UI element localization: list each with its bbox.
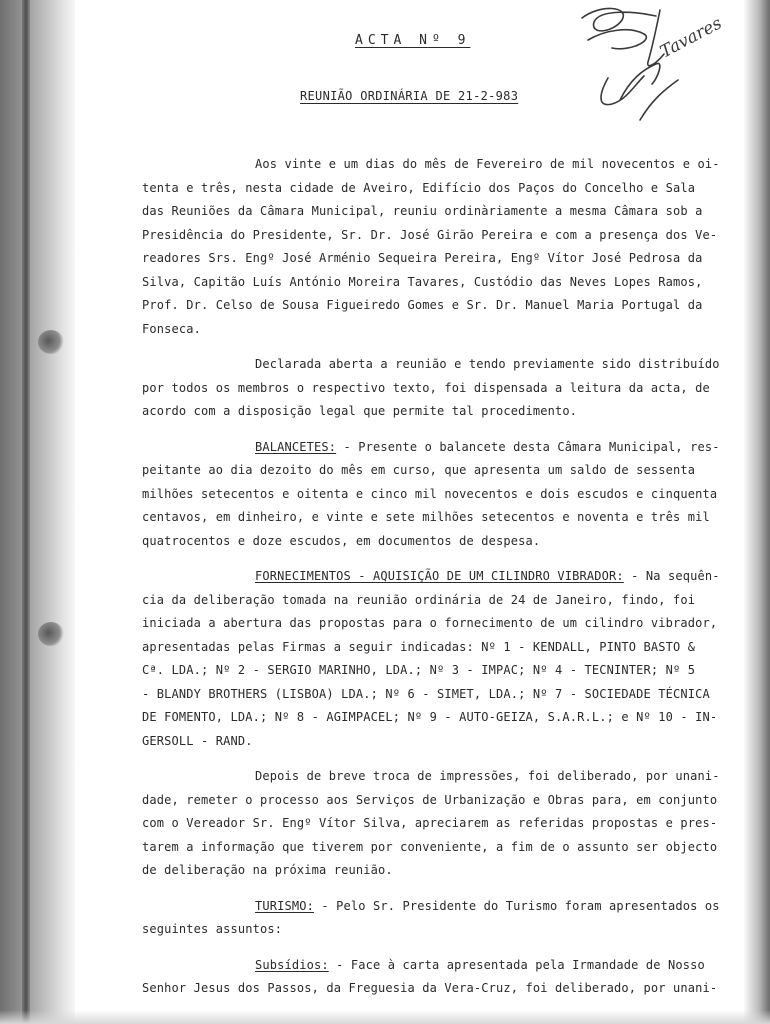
line-text: Fonseca. [142,321,201,336]
line-text: tenta e três, nesta cidade de Aveiro, Edifício dos Paços do Concelho e Sala [142,180,696,195]
text-line [142,294,734,318]
meeting-heading: REUNIÃO ORDINÁRIA DE 21-2-983 [300,89,519,103]
paragraph-gap [142,341,734,353]
text-line [142,918,734,942]
section-heading: FORNECIMENTOS - AQUISIÇÃO DE UM CILINDRO VIBRADOR: [255,569,624,583]
line-text: das Reuniões da Câmara Municipal, reuniu ordinàriamente a mesma Câmara sob a [142,204,703,218]
text-line [142,459,734,483]
text-line [142,954,734,978]
line-text: peitante ao dia dezoito do mês em curso, que apresenta um saldo de sessenta [142,463,696,477]
signatures [560,0,770,130]
line-text: GERSOLL - RAND. [142,733,253,748]
line-text: por todos os membros o respectivo texto, foi dispensada a leitura da acta, de [142,380,710,395]
signature-stroke [640,80,678,120]
text-line [142,353,734,377]
line-text: Declarada aberta a reunião e tendo previamente sido distribuído [255,357,720,371]
signature-stroke [588,30,646,49]
text-line [142,683,734,707]
signature-stroke [620,63,660,100]
line-text: apresentadas pelas Firmas a seguir indicadas: Nº 1 - KENDALL, PINTO BASTO & [142,639,696,654]
signature-stroke [648,10,664,66]
section-heading: TURISMO: [255,898,314,913]
paragraph-gap [142,753,734,765]
text-line [142,812,734,836]
text-line [142,436,734,460]
text-line [142,977,734,1001]
text-line [142,271,734,295]
text-line [142,247,734,271]
page-bottom-shadow [0,1010,770,1024]
line-text: - Na sequên- [623,569,720,583]
text-line [142,177,734,201]
document-title: ACTA Nº 9 [355,33,471,48]
text-line [142,895,734,919]
text-line [142,730,734,754]
section-heading: BALANCETES: [255,439,337,454]
line-text: de deliberação na próxima reunião. [142,863,393,877]
line-text: cia da deliberação tomada na reunião ordinária de 24 de Janeiro, findo, foi [142,592,696,607]
paragraph-gap [142,883,734,895]
text-line [142,483,734,507]
text-line [142,400,734,424]
line-text: Cª. LDA.; Nº 2 - SERGIO MARINHO, LDA.; Nº 3 - IMPAC; Nº 4 - TECNINTER; Nº 5 [142,663,696,677]
text-line [142,836,734,860]
paragraph-gap [142,553,734,565]
line-text: dade, remeter o processo aos Serviços de Urbanização e Obras para, em conjunto [142,792,718,807]
text-line [142,565,734,589]
text-line [142,506,734,530]
line-text: Depois de breve troca de impressões, foi deliberado, por unani- [255,769,720,783]
line-text: - Pelo Sr. Presidente do Turismo foram apresentados os [314,898,720,913]
text-line [142,659,734,683]
line-text: - Presente o balancete desta Câmara Municipal, res- [336,439,720,454]
line-text: iniciada a abertura das propostas para o fornecimento de um cilindro vibrador, [142,616,718,630]
page-edge-shadow [744,0,770,1024]
line-text: Presidência do Presidente, Sr. Dr. José Girão Pereira e com a presença dos Ve- [142,227,718,242]
line-text: Silva, Capitão Luís António Moreira Tavares, Custódio das Neves Lopes Ramos, [142,274,703,289]
binder-ring [38,622,64,646]
line-text: readores Srs. Engº José Arménio Sequeira Pereira, Engº Vítor José Pedrosa da [142,251,703,265]
text-line [142,859,734,883]
text-line [142,224,734,248]
line-text: Senhor Jesus dos Passos, da Freguesia da Vera-Cruz, foi deliberado, por unani- [142,981,718,995]
text-line [142,200,734,224]
line-text: Aos vinte e um dias do mês de Fevereiro de mil novecentos e oi- [255,157,720,171]
signature-stroke [601,76,644,105]
minutes-body [142,153,734,1001]
text-line [142,612,734,636]
text-line [142,377,734,401]
signature-text: Tavares [656,13,726,63]
paragraph-gap [142,942,734,954]
paragraph-gap [142,424,734,436]
text-line [142,765,734,789]
binder-ring [38,330,64,354]
line-text: quatrocentos e doze escudos, em documentos de despesa. [142,533,541,548]
line-text: Prof. Dr. Celso de Sousa Figueiredo Gomes e Sr. Dr. Manuel Maria Portugal da [142,298,703,312]
line-text: centavos, em dinheiro, e vinte e sete milhões setecentos e noventa e três mil [142,510,710,524]
text-line [142,530,734,554]
text-line [142,589,734,613]
text-line [142,789,734,813]
section-heading: Subsídios: [255,957,329,972]
text-line [142,153,734,177]
line-text: DE FOMENTO, LDA.; Nº 8 - AGIMPACEL; Nº 9 - AUTO-GEIZA, S.A.R.L.; e Nº 10 - IN- [142,710,718,724]
binding-edge [22,0,30,1024]
text-line [142,636,734,660]
line-text: tarem a informação que tiverem por conveniente, a fim de o assunto ser objecto [142,839,718,854]
signature-stroke [582,8,656,30]
line-text: - BLANDY BROTHERS (LISBOA) LDA.; Nº 6 - SIMET, LDA.; Nº 7 - SOCIEDADE TÉCNICA [142,686,710,701]
line-text: - Face à carta apresentada pela Irmandade de Nosso [328,957,705,972]
text-line [142,318,734,342]
line-text: acordo com a disposição legal que permite tal procedimento. [142,404,578,418]
line-text: com o Vereador Sr. Engº Vítor Silva, apreciarem as referidas propostas e pres- [142,816,718,830]
line-text: seguintes assuntos: [142,922,283,936]
binding-shadow [0,0,75,1024]
text-line [142,706,734,730]
line-text: milhões setecentos e oitenta e cinco mil novecentos e dois escudos e cinquenta [142,486,718,501]
